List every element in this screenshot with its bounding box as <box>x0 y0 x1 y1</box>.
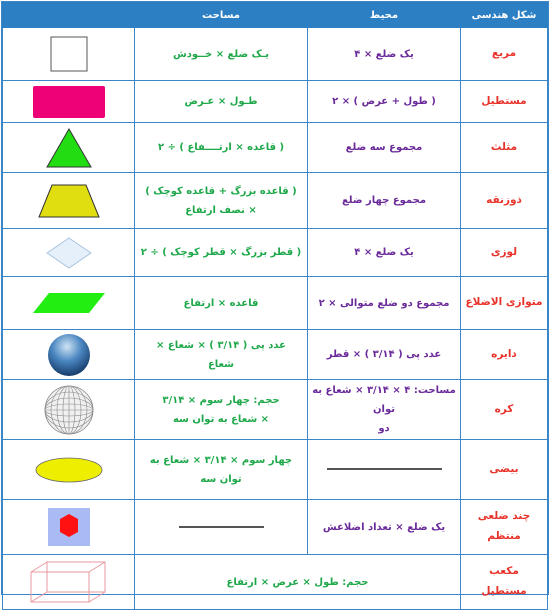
table-row <box>3 380 548 440</box>
trapezoid-icon <box>36 182 102 220</box>
header-area: مساحت <box>135 3 308 28</box>
area-formula <box>135 380 308 440</box>
area-formula <box>135 330 308 380</box>
formula-table-frame <box>1 1 549 595</box>
table-row <box>3 555 548 610</box>
area-formula-line: × شعاع به توان سه <box>172 413 270 425</box>
geometry-formulas-table <box>2 2 548 610</box>
shape-name: ذوزنقه <box>461 173 548 229</box>
table-row <box>3 500 548 555</box>
parallelogram-icon <box>31 291 107 315</box>
shape-figure <box>3 500 135 555</box>
table-row <box>3 330 548 380</box>
area-formula: ( قطر بزرگ × قطر کوچک ) ÷ ۲ <box>135 229 308 277</box>
header-perimeter: محیط <box>308 3 461 28</box>
area-formula-line: × نصف ارتفاع <box>185 204 257 216</box>
perimeter-formula <box>308 440 461 500</box>
table-row <box>3 440 548 500</box>
shape-name: مثلث <box>461 123 548 173</box>
area-formula-line: توان سه <box>200 473 242 485</box>
header-row <box>3 3 548 28</box>
shape-figure <box>3 330 135 380</box>
area-formula-line: ( قاعده بزرگ + قاعده کوچک ) <box>145 185 297 197</box>
shape-figure <box>3 555 135 610</box>
area-formula-line: عدد پی ( ۳/۱۴ ) × شعاع × <box>156 339 286 351</box>
table-row <box>3 277 548 330</box>
table-row <box>3 123 548 173</box>
cuboid-icon <box>29 560 109 604</box>
perimeter-formula <box>308 380 461 440</box>
shape-name: دایره <box>461 330 548 380</box>
shape-figure <box>3 277 135 330</box>
rectangle-icon <box>31 84 107 120</box>
shape-name: مربع <box>461 28 548 81</box>
shape-figure <box>3 229 135 277</box>
shape-name-line: چند ضلعی <box>477 510 531 523</box>
square-icon <box>49 35 89 73</box>
table-row <box>3 173 548 229</box>
area-formula-line: حجم: چهار سوم × ۳/۱۴ <box>162 394 280 406</box>
perimeter-formula: یک ضلع × ۴ <box>308 229 461 277</box>
area-formula-line: چهار سوم × ۳/۱۴ × شعاع به <box>149 454 293 466</box>
shape-name: بیضی <box>461 440 548 500</box>
table-row <box>3 28 548 81</box>
perimeter-formula: عدد پی ( ۳/۱۴ ) × قطر <box>308 330 461 380</box>
shape-name: مستطیل <box>461 81 548 123</box>
shape-figure <box>3 81 135 123</box>
area-formula <box>135 173 308 229</box>
area-formula: قاعده × ارتفاع <box>135 277 308 330</box>
circle-icon <box>46 332 92 378</box>
volume-formula: حجم: طول × عرض × ارتفاع <box>226 576 369 588</box>
shape-figure <box>3 28 135 81</box>
perimeter-formula: یک ضلع × ۴ <box>308 28 461 81</box>
area-formula-line: شعاع <box>207 358 235 370</box>
perimeter-formula-line: دو <box>378 423 390 434</box>
perimeter-formula: مجموع سه ضلع <box>308 123 461 173</box>
rhombus-icon <box>45 236 93 270</box>
shape-name-line: مکعب <box>489 565 519 578</box>
triangle-icon <box>44 126 94 170</box>
area-formula <box>135 500 308 555</box>
empty-dash <box>179 526 264 528</box>
table-row <box>3 81 548 123</box>
table-row <box>3 229 548 277</box>
perimeter-formula: مجموع دو ضلع متوالی × ۲ <box>308 277 461 330</box>
ellipse-icon <box>34 455 104 485</box>
shape-figure <box>3 440 135 500</box>
polygon-icon <box>46 506 92 548</box>
area-formula: یـک ضلع × خــودش <box>135 28 308 81</box>
sphere-icon <box>43 384 95 436</box>
shape-figure <box>3 123 135 173</box>
shape-name <box>461 500 548 555</box>
header-figure <box>3 3 135 28</box>
perimeter-formula: ( طول + عرض ) × ۲ <box>308 81 461 123</box>
shape-name <box>461 555 548 610</box>
area-formula <box>135 555 461 610</box>
header-shape: شکل هندسی <box>461 3 548 28</box>
shape-name: لوزی <box>461 229 548 277</box>
shape-name: متوازی الاضلاع <box>461 277 548 330</box>
perimeter-formula: یک ضلع × تعداد اضلاعش <box>308 500 461 555</box>
area-formula <box>135 440 308 500</box>
shape-name-line: منتظم <box>487 530 521 542</box>
shape-name: کره <box>461 380 548 440</box>
area-formula: طـول × عـرض <box>135 81 308 123</box>
area-formula: ( قاعده × ارتــــفاع ) ÷ ۲ <box>135 123 308 173</box>
shape-figure <box>3 380 135 440</box>
shape-name-line: مستطیل <box>481 585 527 597</box>
shape-figure <box>3 173 135 229</box>
empty-dash <box>327 468 442 470</box>
perimeter-formula: مجموع چهار ضلع <box>308 173 461 229</box>
perimeter-formula-line: مساحت: ۴ × ۳/۱۴ × شعاع به توان <box>312 385 456 415</box>
